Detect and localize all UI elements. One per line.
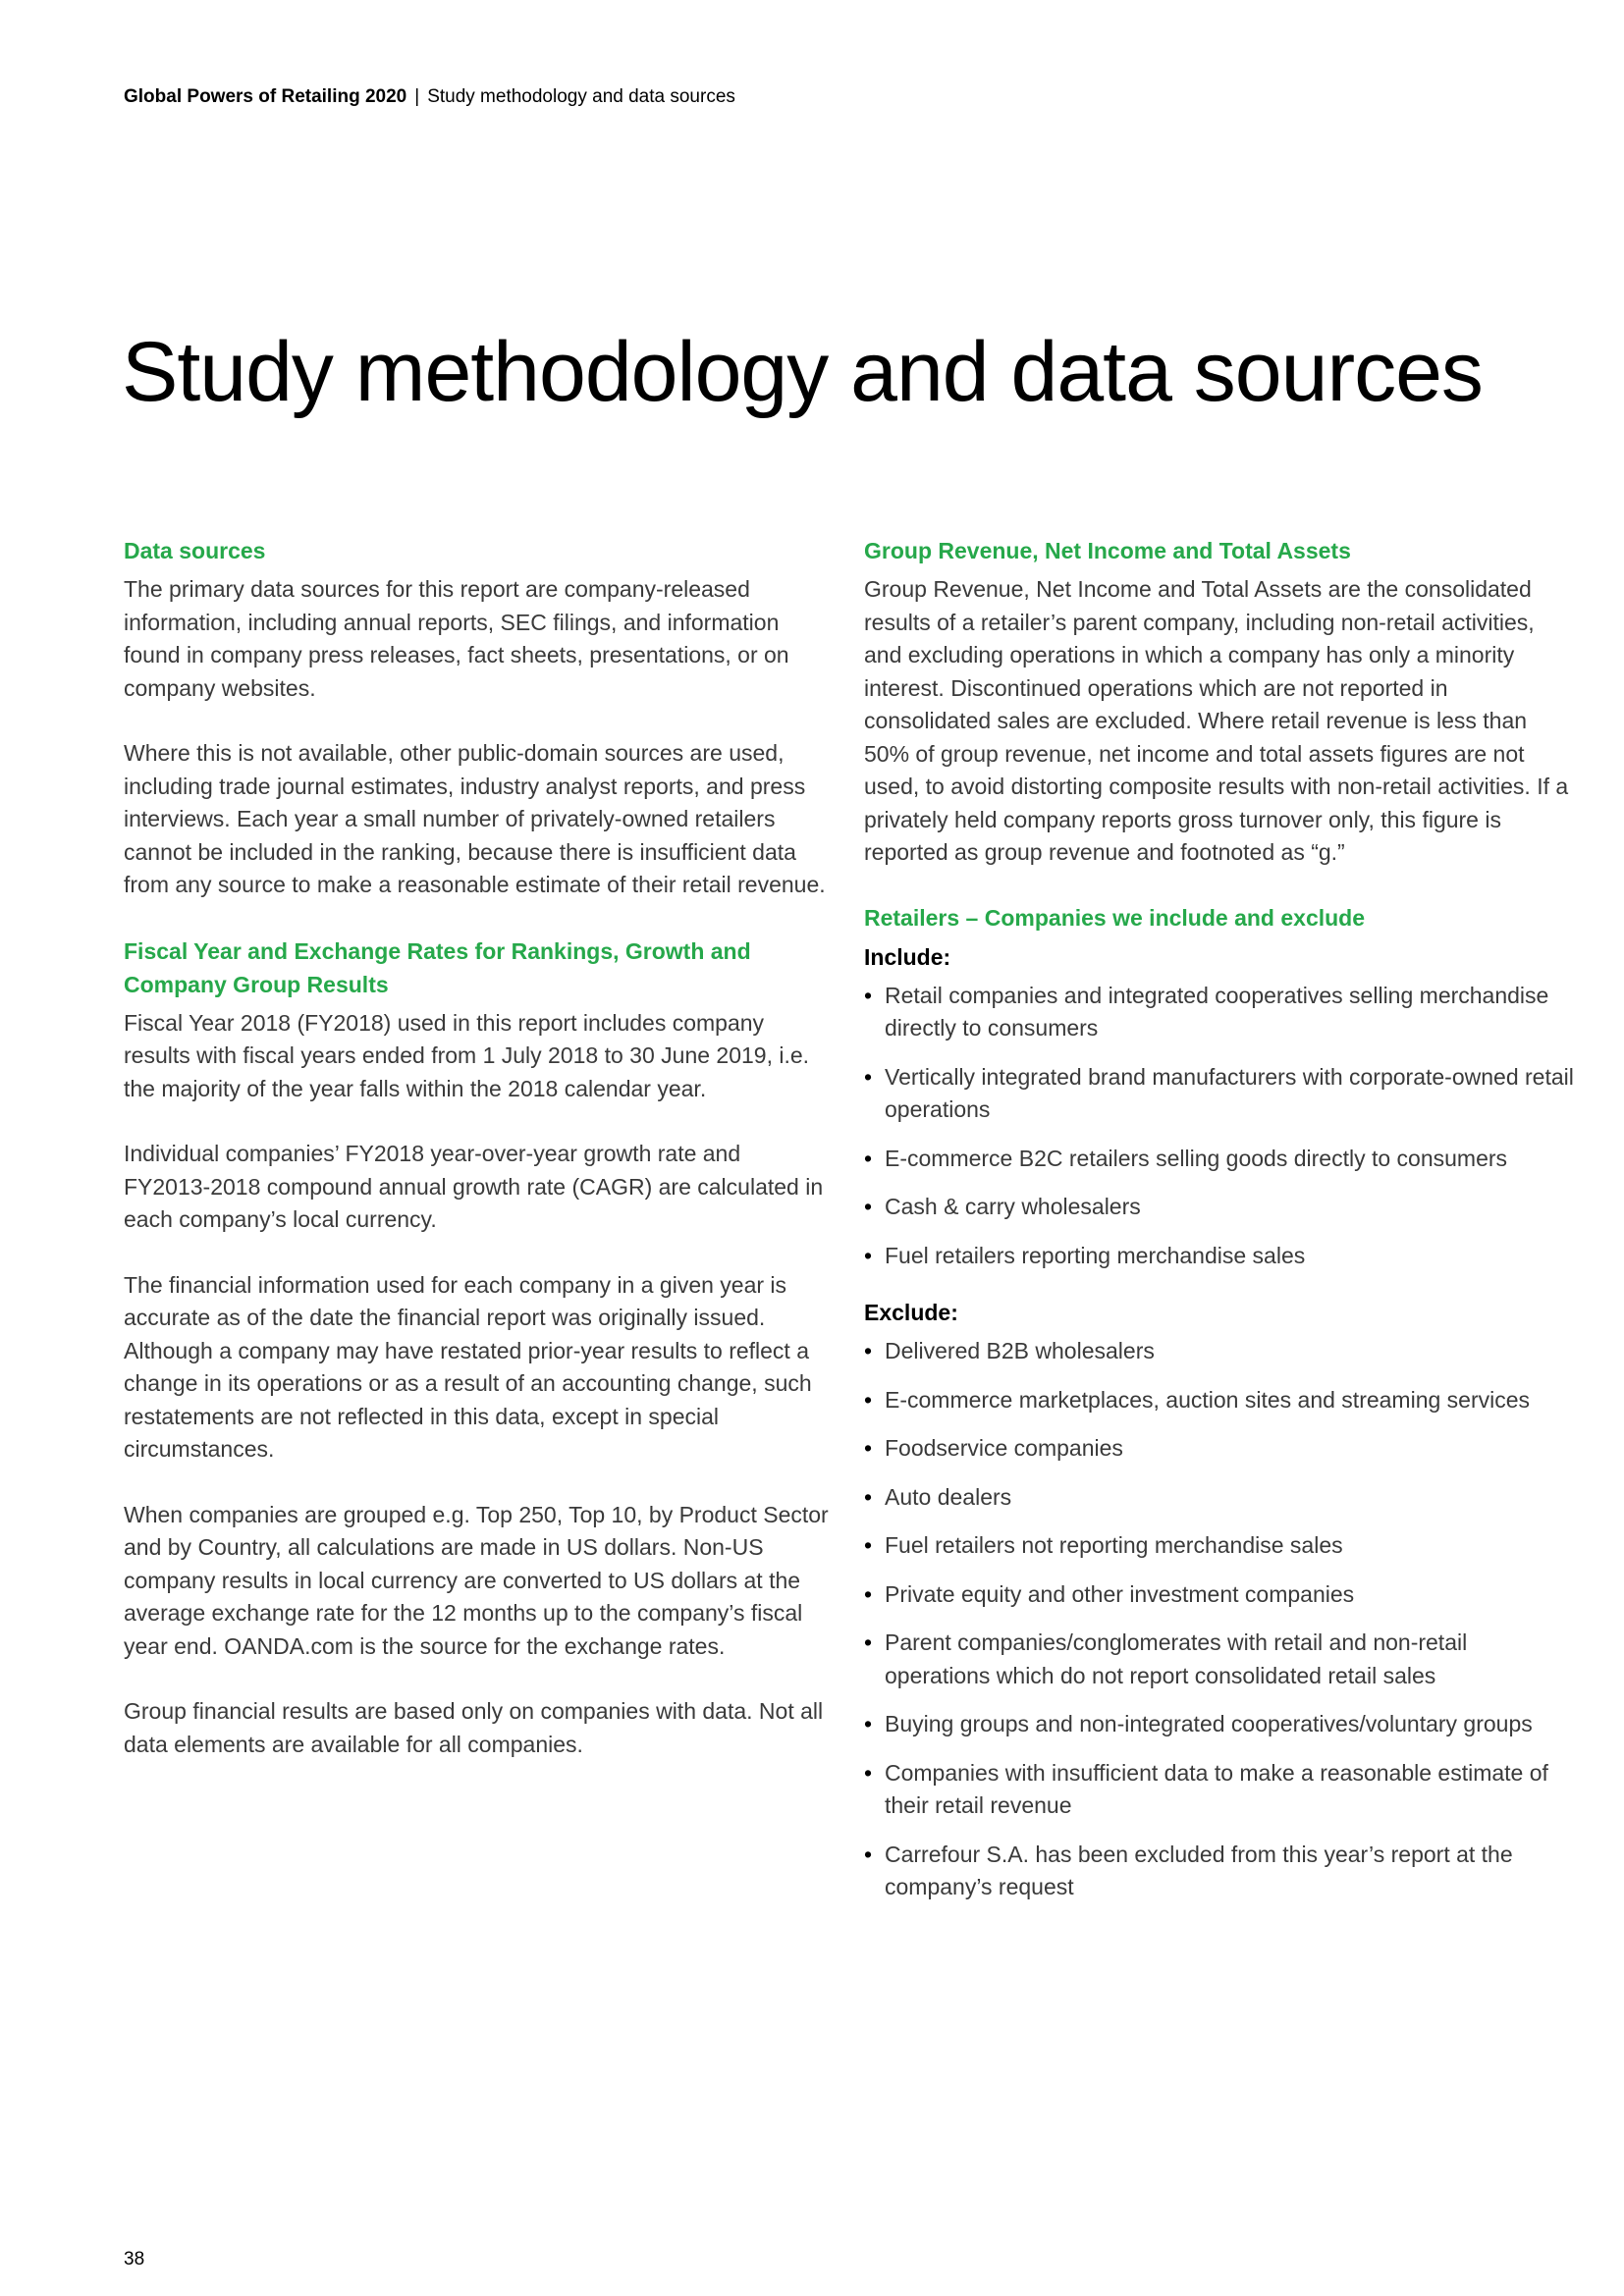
header-section: Study methodology and data sources xyxy=(427,86,735,107)
page-title: Study methodology and data sources xyxy=(122,325,1483,419)
list-item-text: Vertically integrated brand manufacturers with corporate-owned retail operations xyxy=(885,1063,1574,1122)
fiscal-year-heading: Fiscal Year and Exchange Rates for Rankings, Growth and Company Group Results xyxy=(124,937,751,997)
list-item-text: E-commerce marketplaces, auction sites and streaming services xyxy=(885,1386,1531,1413)
list-item-text: Parent companies/conglomerates with retail and non-retail operations which do not report consolidated retail sales xyxy=(885,1629,1468,1688)
fiscal-year-paragraph: When companies are grouped e.g. Top 250, Top 10, by Product Sector and by Country, all calculations are made in US dollars. Non-US company results in local currency are converted to US dollars at the average exchange rate for the 12 months up to the company’s fiscal year end. OANDA.com is the source for the exchange rates. xyxy=(124,1501,829,1659)
list-item xyxy=(864,1191,1575,1224)
fiscal-year-paragraph: Individual companies’ FY2018 year-over-year growth rate and FY2013-2018 compound annual growth rate (CAGR) are calculated in each company’s local currency. xyxy=(124,1141,824,1232)
data-sources-paragraph: Where this is not available, other public-domain sources are used, including trade journal estimates, industry analyst reports, and press interviews. Each year a small number of privately-owned retailers cannot be included in the ranking, because there is insufficient data from any source to make a reasonable estimate of their retail revenue. xyxy=(124,740,826,897)
list-item xyxy=(864,1839,1575,1904)
bullet-icon: • xyxy=(864,1711,873,1736)
list-item xyxy=(864,1708,1575,1741)
list-item xyxy=(864,1143,1575,1176)
list-item-text: Delivered B2B wholesalers xyxy=(885,1338,1155,1363)
report-title: Global Powers of Retailing 2020 xyxy=(124,86,407,107)
retailers-heading: Retailers – Companies we include and exclude xyxy=(864,904,1366,931)
list-item xyxy=(864,1578,1575,1612)
list-item-text: Private equity and other investment companies xyxy=(885,1580,1355,1607)
group-revenue-section xyxy=(864,534,1575,870)
bullet-icon: • xyxy=(864,1063,873,1090)
data-sources-paragraph: The primary data sources for this report are company-released information, including annual reports, SEC filings, and information found in company press releases, fact sheets, presentations, or on company websites. xyxy=(124,576,789,701)
list-item-text: Foodservice companies xyxy=(885,1435,1123,1461)
left-column xyxy=(124,534,831,1793)
bullet-icon: • xyxy=(864,1532,873,1558)
list-item xyxy=(864,1061,1575,1127)
group-revenue-paragraph: Group Revenue, Net Income and Total Assets are the consolidated results of a retailer’s parent company, including non-retail activities, and excluding operations in which a company has only a minority interest. Discontinued operations which are not reported in consolidated sales are excluded. Where retail revenue is less than 50% of group revenue, net income and total assets figures are not used, to avoid distorting composite results with non-retail activities. If a privately held company reports gross turnover only, this figure is reported as group revenue and footnoted as “g.” xyxy=(864,576,1569,865)
list-item xyxy=(864,1384,1575,1417)
bullet-icon: • xyxy=(864,1580,873,1607)
fiscal-year-paragraph: Fiscal Year 2018 (FY2018) used in this report includes company results with fiscal years ended from 1 July 2018 to 30 June 2019, i.e. the majority of the year falls within the 2018 calendar year. xyxy=(124,1009,810,1101)
list-item xyxy=(864,980,1575,1045)
list-item xyxy=(864,1627,1575,1692)
fiscal-year-paragraph: The financial information used for each company in a given year is accurate as of the date the financial report was originally issued. Although a company may have restated prior-year results to reflect a change in its operations or as a result of an accounting change, such restatements are not reflected in this data, except in special circumstances. xyxy=(124,1271,812,1462)
bullet-icon: • xyxy=(864,1759,873,1786)
fiscal-year-paragraph: Group financial results are based only on companies with data. Not all data elements are available for all companies. xyxy=(124,1698,824,1757)
right-column xyxy=(864,534,1575,1928)
bullet-icon: • xyxy=(864,1386,873,1413)
list-item xyxy=(864,1432,1575,1466)
bullet-icon: • xyxy=(864,1435,873,1461)
list-item-text: Fuel retailers reporting merchandise sales xyxy=(885,1242,1306,1268)
list-item-text: Fuel retailers not reporting merchandise sales xyxy=(885,1532,1343,1558)
group-revenue-heading: Group Revenue, Net Income and Total Assets xyxy=(864,538,1351,563)
include-label: Include: xyxy=(864,943,951,970)
list-item-text: Auto dealers xyxy=(885,1483,1012,1510)
retailers-section xyxy=(864,901,1575,1904)
bullet-icon: • xyxy=(864,1145,873,1171)
include-list xyxy=(864,980,1575,1273)
running-header xyxy=(124,86,735,108)
page-number: 38 xyxy=(124,2249,145,2269)
bullet-icon: • xyxy=(864,1629,873,1655)
list-item-text: Buying groups and non-integrated cooperatives/voluntary groups xyxy=(885,1711,1533,1736)
header-separator: | xyxy=(414,86,420,107)
data-sources-section xyxy=(124,534,831,902)
list-item xyxy=(864,1481,1575,1515)
list-item xyxy=(864,1529,1575,1563)
list-item-text: Carrefour S.A. has been excluded from this year’s report at the company’s request xyxy=(885,1841,1513,1899)
list-item-text: E-commerce B2C retailers selling goods directly to consumers xyxy=(885,1145,1508,1171)
bullet-icon: • xyxy=(864,1841,873,1867)
exclude-list xyxy=(864,1335,1575,1904)
list-item xyxy=(864,1757,1575,1823)
list-item-text: Companies with insufficient data to make a reasonable estimate of their retail revenue xyxy=(885,1759,1548,1818)
bullet-icon: • xyxy=(864,1338,873,1363)
list-item-text: Cash & carry wholesalers xyxy=(885,1194,1141,1219)
bullet-icon: • xyxy=(864,1242,873,1268)
list-item xyxy=(864,1335,1575,1368)
data-sources-heading: Data sources xyxy=(124,538,266,563)
bullet-icon: • xyxy=(864,982,873,1008)
list-item-text: Retail companies and integrated cooperatives selling merchandise directly to consumers xyxy=(885,982,1549,1041)
bullet-icon: • xyxy=(864,1483,873,1510)
list-item xyxy=(864,1240,1575,1273)
bullet-icon: • xyxy=(864,1194,873,1219)
fiscal-year-section xyxy=(124,934,831,1762)
exclude-label: Exclude: xyxy=(864,1300,958,1325)
